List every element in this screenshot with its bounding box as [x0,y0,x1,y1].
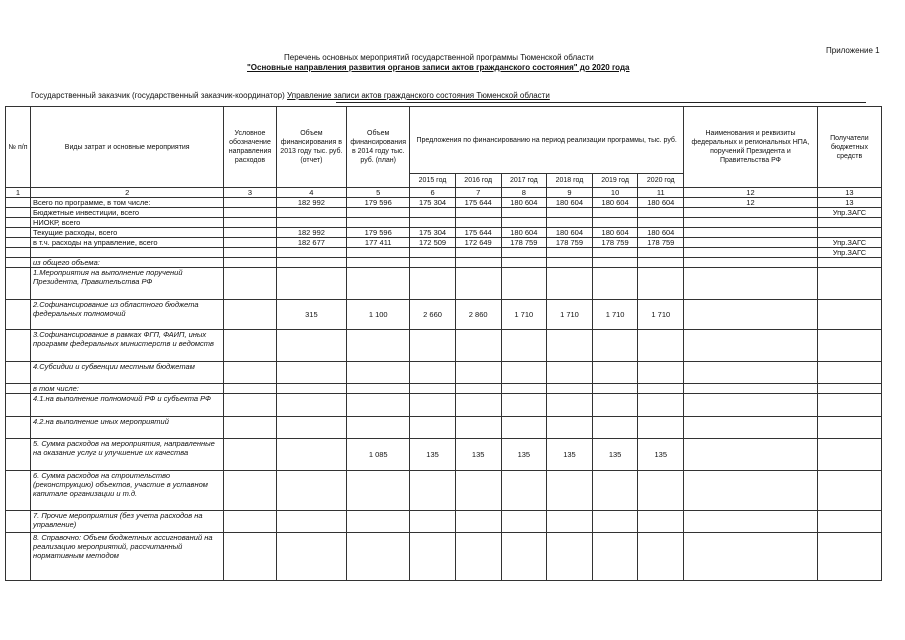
row-code-cell [224,300,276,330]
value-year: 180 604 [592,198,638,208]
value-year: 175 304 [410,228,456,238]
value-year: 135 [592,439,638,471]
recipient-cell [817,417,881,439]
value-year: 180 604 [501,228,547,238]
value-year [455,248,501,258]
value-year [638,394,684,417]
table-body [6,198,882,581]
npa-cell [684,248,818,258]
value-year [501,362,547,384]
value-year [455,330,501,362]
customer-line [31,91,550,100]
value-year [547,248,593,258]
value-year [547,417,593,439]
row-label: 5. Сумма расходов на мероприятия, направленные на оказание услуг и улучшение их качества [30,439,223,471]
npa-cell [684,238,818,248]
value-year [547,258,593,268]
row-num-cell [6,384,31,394]
value-year [592,394,638,417]
value-year [501,208,547,218]
value-2014 [347,533,410,581]
value-year [547,218,593,228]
header-code: Условное обозначение направления расходов [224,107,276,188]
value-year [638,471,684,511]
measures-table [5,106,882,581]
col-number: 6 [410,188,456,198]
row-num-cell [6,268,31,300]
document-title-line1: Перечень основных мероприятий государственной программы Тюменской области [284,53,594,62]
npa-cell [684,258,818,268]
row-num-cell [6,533,31,581]
value-year [592,208,638,218]
value-year: 178 759 [592,238,638,248]
value-year: 2 860 [455,300,501,330]
value-2013 [276,439,347,471]
value-year: 178 759 [638,238,684,248]
row-num-cell [6,471,31,511]
value-2013 [276,394,347,417]
header-vol2013: Объем финансирования в 2013 году тыс. руб. (отчет) [276,107,347,188]
value-year [638,384,684,394]
recipient-cell [817,511,881,533]
row-label: 7. Прочие мероприятия (без учета расходов на управление) [30,511,223,533]
value-year: 1 710 [638,300,684,330]
value-year [410,394,456,417]
col-number: 7 [455,188,501,198]
row-label: 8. Справочно: Объем бюджетных ассигнований на реализацию мероприятий, рассчитанный нормативным методом [30,533,223,581]
table-row [6,394,882,417]
value-year [501,417,547,439]
value-year [547,394,593,417]
value-year [455,417,501,439]
customer-value: Управление записи актов гражданского состояния Тюменской области [287,91,550,100]
table-row [6,218,882,228]
value-2014 [347,511,410,533]
value-year: 175 644 [455,198,501,208]
recipient-cell [817,384,881,394]
table-row [6,511,882,533]
value-year: 175 304 [410,198,456,208]
col-number: 2 [30,188,223,198]
row-num-cell [6,300,31,330]
row-code-cell [224,439,276,471]
col-number: 9 [547,188,593,198]
value-year [410,533,456,581]
value-year: 1 710 [547,300,593,330]
row-code-cell [224,471,276,511]
value-year: 175 644 [455,228,501,238]
value-2014 [347,268,410,300]
value-2014 [347,218,410,228]
npa-cell [684,511,818,533]
row-label: в т.ч. расходы на управление, всего [30,238,223,248]
npa-cell: 12 [684,198,818,208]
recipient-cell [817,330,881,362]
value-2013: 182 677 [276,238,347,248]
value-year [455,258,501,268]
col-number: 4 [276,188,347,198]
value-2013 [276,362,347,384]
value-year [455,394,501,417]
value-2014 [347,330,410,362]
row-num-cell [6,417,31,439]
value-year: 172 649 [455,238,501,248]
row-num-cell [6,330,31,362]
value-year: 180 604 [638,228,684,238]
col-number: 5 [347,188,410,198]
value-year [410,218,456,228]
row-code-cell [224,228,276,238]
col-number: 8 [501,188,547,198]
recipient-cell [817,268,881,300]
value-2013 [276,208,347,218]
row-label: 4.2.на выполнение иных мероприятий [30,417,223,439]
row-code-cell [224,417,276,439]
value-year [638,511,684,533]
value-year [501,394,547,417]
value-year [592,248,638,258]
value-year [592,471,638,511]
npa-cell [684,228,818,238]
row-code-cell [224,238,276,248]
header-year: 2019 год [592,174,638,188]
value-year [592,268,638,300]
value-year [547,208,593,218]
value-year [501,268,547,300]
value-2014: 179 596 [347,228,410,238]
value-2013 [276,511,347,533]
header-npa: Наименования и реквизиты федеральных и региональных НПА, поручений Президента и Правительства РФ [684,107,818,188]
value-year: 180 604 [638,198,684,208]
row-code-cell [224,198,276,208]
npa-cell [684,417,818,439]
row-label: 6. Сумма расходов на строительство (реконструкцию) объектов, участие в уставном капитале организации и т.д. [30,471,223,511]
value-2014 [347,258,410,268]
value-2013: 182 992 [276,228,347,238]
value-year [455,471,501,511]
value-year [592,258,638,268]
row-code-cell [224,330,276,362]
row-label: 4.1.на выполнение полномочий РФ и субъекта РФ [30,394,223,417]
value-year [592,218,638,228]
recipient-cell [817,362,881,384]
value-year: 172 509 [410,238,456,248]
header-recipients: Получатели бюджетных средств [817,107,881,188]
value-year [410,417,456,439]
value-2014 [347,362,410,384]
npa-cell [684,208,818,218]
column-number-row [6,188,882,198]
value-2014 [347,417,410,439]
table-row [6,439,882,471]
value-year [547,362,593,384]
row-label: Текущие расходы, всего [30,228,223,238]
value-2014 [347,248,410,258]
row-code-cell [224,248,276,258]
npa-cell [684,362,818,384]
value-year: 178 759 [547,238,593,248]
row-num-cell [6,218,31,228]
table-row [6,330,882,362]
customer-label: Государственный заказчик (государственный заказчик-координатор) [31,91,288,100]
recipient-cell [817,218,881,228]
table-row [6,248,882,258]
customer-underline [336,102,866,103]
value-year [410,208,456,218]
table-header [6,107,882,198]
value-2013: 315 [276,300,347,330]
value-year [410,362,456,384]
table-row [6,258,882,268]
value-year [592,362,638,384]
row-label: Бюджетные инвестиции, всего [30,208,223,218]
value-year [501,330,547,362]
value-year: 180 604 [592,228,638,238]
value-year [501,511,547,533]
value-year [638,362,684,384]
row-label: 2.Софинансирование из областного бюджета федеральных полномочий [30,300,223,330]
npa-cell [684,394,818,417]
value-year [410,471,456,511]
value-year [638,208,684,218]
value-year [455,384,501,394]
value-year [501,248,547,258]
value-year [592,384,638,394]
row-num-cell [6,362,31,384]
row-num-cell [6,198,31,208]
document-title-line2: "Основные направления развития органов записи актов гражданского состояния" до 2020 года [247,63,630,72]
row-label: 3.Софинансирование в рамках ФГП, ФАИП, иных программ федеральных министерств и ведомств [30,330,223,362]
value-year [501,218,547,228]
value-2014 [347,394,410,417]
table-row [6,208,882,218]
value-year [638,417,684,439]
row-num-cell [6,511,31,533]
table-row [6,417,882,439]
recipient-cell [817,471,881,511]
header-year: 2015 год [410,174,456,188]
row-label: 4.Субсидии и субвенции местным бюджетам [30,362,223,384]
value-2014: 1 085 [347,439,410,471]
col-number: 10 [592,188,638,198]
value-year: 135 [410,439,456,471]
value-year: 1 710 [501,300,547,330]
header-num: № п/п [6,107,31,188]
npa-cell [684,300,818,330]
row-code-cell [224,384,276,394]
header-vol2014: Объем финансирования в 2014 году тыс. руб. (план) [347,107,410,188]
value-year [547,471,593,511]
row-num-cell [6,258,31,268]
row-code-cell [224,268,276,300]
value-year [455,268,501,300]
value-year [501,258,547,268]
value-year: 180 604 [547,228,593,238]
row-num-cell [6,439,31,471]
recipient-cell [817,439,881,471]
value-year [638,218,684,228]
col-number: 13 [817,188,881,198]
table-row [6,471,882,511]
row-num-cell [6,238,31,248]
value-2013 [276,258,347,268]
value-year: 135 [638,439,684,471]
value-year [455,208,501,218]
value-year [547,330,593,362]
table-row [6,300,882,330]
header-year: 2016 год [455,174,501,188]
value-year [638,330,684,362]
table-row [6,198,882,208]
recipient-cell [817,533,881,581]
value-year [501,471,547,511]
value-year: 135 [501,439,547,471]
value-year [547,384,593,394]
table-row [6,384,882,394]
row-code-cell [224,362,276,384]
npa-cell [684,218,818,228]
value-2013 [276,533,347,581]
value-year [592,511,638,533]
value-year [410,258,456,268]
row-label: НИОКР, всего [30,218,223,228]
value-year: 135 [547,439,593,471]
value-2014 [347,471,410,511]
recipient-cell [817,394,881,417]
value-year [410,248,456,258]
value-year: 1 710 [592,300,638,330]
npa-cell [684,330,818,362]
npa-cell [684,439,818,471]
row-label [30,248,223,258]
recipient-cell: Упр.ЗАГС [817,248,881,258]
header-year: 2020 год [638,174,684,188]
col-number: 11 [638,188,684,198]
value-year [501,533,547,581]
value-year [638,533,684,581]
value-year [547,268,593,300]
row-label: Всего по программе, в том числе: [30,198,223,208]
recipient-cell: Упр.ЗАГС [817,208,881,218]
value-2013 [276,471,347,511]
col-number: 1 [6,188,31,198]
value-year [547,533,593,581]
value-2013 [276,417,347,439]
value-year: 178 759 [501,238,547,248]
value-year [410,330,456,362]
value-year [455,362,501,384]
value-year: 180 604 [501,198,547,208]
header-types: Виды затрат и основные мероприятия [30,107,223,188]
npa-cell [684,384,818,394]
value-year [638,258,684,268]
table-row [6,362,882,384]
row-code-cell [224,394,276,417]
value-year [455,218,501,228]
value-2014: 1 100 [347,300,410,330]
value-year: 2 660 [410,300,456,330]
value-year [592,330,638,362]
value-2014: 177 411 [347,238,410,248]
row-code-cell [224,511,276,533]
header-year: 2017 год [501,174,547,188]
row-num-cell [6,394,31,417]
value-year [455,533,501,581]
col-number: 3 [224,188,276,198]
row-code-cell [224,208,276,218]
header-year: 2018 год [547,174,593,188]
value-year [638,248,684,258]
table-row [6,533,882,581]
value-year [501,384,547,394]
appendix-label: Приложение 1 [826,46,880,55]
table-row [6,238,882,248]
value-year [592,533,638,581]
value-2013: 182 992 [276,198,347,208]
value-2014 [347,384,410,394]
value-year [455,511,501,533]
recipient-cell [817,258,881,268]
value-2013 [276,268,347,300]
value-year [410,268,456,300]
value-year: 135 [455,439,501,471]
value-2013 [276,384,347,394]
value-year [547,511,593,533]
col-number: 12 [684,188,818,198]
value-year [592,417,638,439]
value-2014 [347,208,410,218]
value-2013 [276,248,347,258]
value-2014: 179 596 [347,198,410,208]
recipient-cell: Упр.ЗАГС [817,238,881,248]
row-num-cell [6,208,31,218]
row-label: из общего объема: [30,258,223,268]
value-year [410,511,456,533]
npa-cell [684,533,818,581]
row-code-cell [224,218,276,228]
table-row [6,228,882,238]
recipient-cell [817,228,881,238]
npa-cell [684,471,818,511]
table-row [6,268,882,300]
value-year: 180 604 [547,198,593,208]
header-proposals: Предложения по финансированию на период реализации программы, тыс. руб. [410,107,684,174]
row-code-cell [224,258,276,268]
row-num-cell [6,228,31,238]
value-2013 [276,330,347,362]
row-num-cell [6,248,31,258]
row-code-cell [224,533,276,581]
row-label: в том числе: [30,384,223,394]
row-label: 1.Мероприятия на выполнение поручений Президента, Правительства РФ [30,268,223,300]
npa-cell [684,268,818,300]
value-2013 [276,218,347,228]
recipient-cell: 13 [817,198,881,208]
value-year [638,268,684,300]
value-year [410,384,456,394]
recipient-cell [817,300,881,330]
